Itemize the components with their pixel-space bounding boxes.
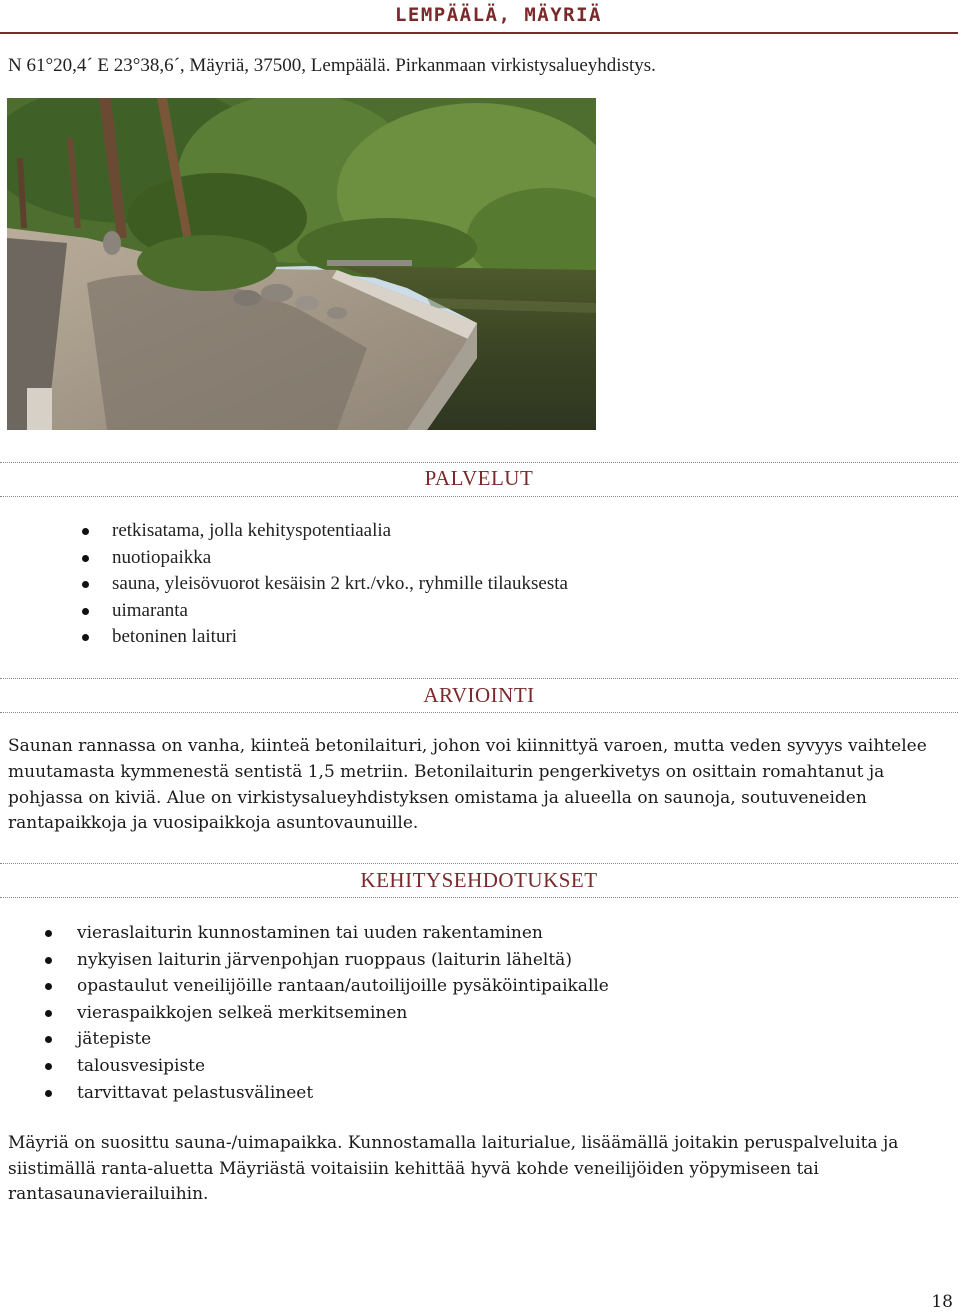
section-divider xyxy=(0,678,958,679)
header-divider xyxy=(0,32,958,34)
section-divider xyxy=(0,496,958,497)
page-number: 18 xyxy=(931,1292,953,1312)
location-address: N 61°20,4´ E 23°38,6´, Mäyriä, 37500, Lempäälä. Pirkanmaan virkistysalueyhdistys. xyxy=(8,55,656,76)
list-item: jätepiste xyxy=(77,1026,609,1053)
list-item: nuotiopaikka xyxy=(112,545,568,572)
list-item: sauna, yleisövuorot kesäisin 2 krt./vko., ryhmille tilauksesta xyxy=(112,571,568,598)
summary-paragraph: Mäyriä on suosittu sauna-/uimapaikka. Kunnostamalla laiturialue, lisäämällä joitakin peruspalveluita ja siistimällä ranta-aluetta Mäyriästä voitaisiin kehittää hyvä kohde veneilijöiden yöpymiseen tai rantasaunavierailuihin. xyxy=(8,1133,899,1205)
development-heading: KEHITYSEHDOTUKSET xyxy=(360,868,598,892)
list-item: vieraslaiturin kunnostaminen tai uuden rakentaminen xyxy=(77,920,609,947)
evaluation-heading: ARVIOINTI xyxy=(423,683,535,707)
list-item: betoninen laituri xyxy=(112,624,568,651)
list-item: nykyisen laiturin järvenpohjan ruoppaus (laiturin läheltä) xyxy=(77,947,609,974)
list-item: opastaulut veneilijöille rantaan/autoilijoille pysäköintipaikalle xyxy=(77,973,609,1000)
list-item: talousvesipiste xyxy=(77,1053,609,1080)
services-heading: PALVELUT xyxy=(424,466,534,490)
list-item: retkisatama, jolla kehityspotentiaalia xyxy=(112,518,568,545)
section-divider xyxy=(0,462,958,463)
list-item: vieraspaikkojen selkeä merkitseminen xyxy=(77,1000,609,1027)
services-list xyxy=(112,518,568,651)
section-divider xyxy=(0,863,958,864)
evaluation-paragraph: Saunan rannassa on vanha, kiinteä betonilaituri, johon voi kiinnittyä varoen, mutta veden syvyys vaihtelee muutamasta kymmenestä sentistä 1,5 metriin. Betonilaiturin pengerkivetys on osittain romahtanut ja pohjassa on kiviä. Alue on virkistysalueyhdistyksen omistama ja alueella on saunoja, soutuveneiden rantapaikkoja ja vuosipaikkoja asuntovaunuille. xyxy=(8,736,927,834)
lakeside-photo xyxy=(7,98,596,430)
list-item: uimaranta xyxy=(112,598,568,625)
list-item: tarvittavat pelastusvälineet xyxy=(77,1080,609,1107)
section-divider xyxy=(0,712,958,713)
development-list xyxy=(77,920,609,1106)
section-divider xyxy=(0,897,958,898)
page-title: LEMPÄÄLÄ, MÄYRIÄ xyxy=(394,4,602,26)
